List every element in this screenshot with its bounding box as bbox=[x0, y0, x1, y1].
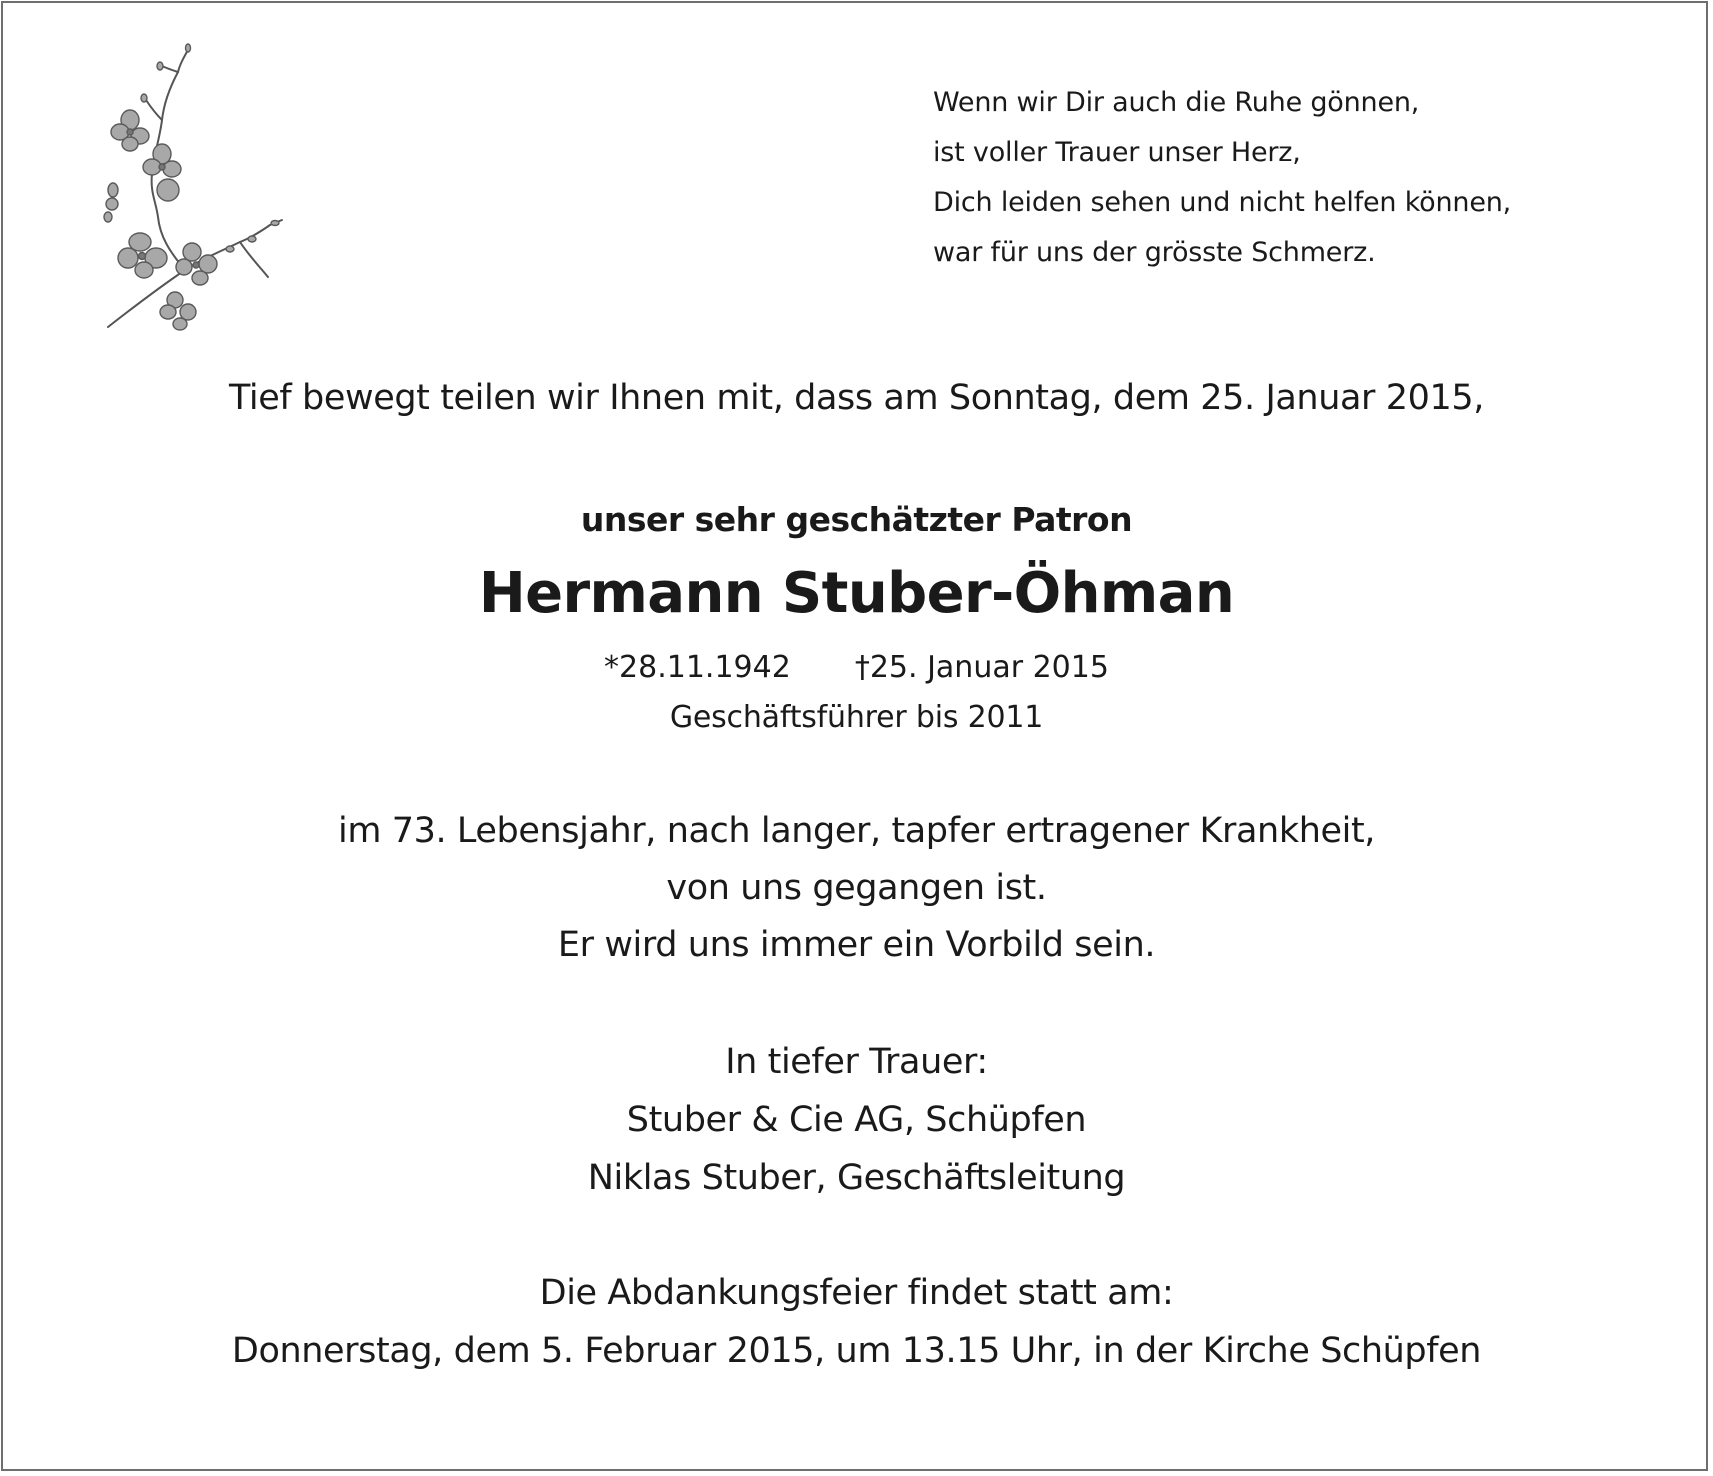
poem-line: Wenn wir Dir auch die Ruhe gönnen, bbox=[933, 87, 1420, 118]
role-text: Geschäftsführer bis 2011 bbox=[669, 700, 1044, 735]
intro-text: Tief bewegt teilen wir Ihnen mit, dass am Sonntag, dem 25. Januar 2015, bbox=[229, 378, 1484, 418]
mourners-section bbox=[0, 1033, 1713, 1207]
ceremony-section bbox=[0, 1264, 1713, 1380]
mourners-heading: In tiefer Trauer: bbox=[725, 1042, 988, 1082]
orchid-branch-icon bbox=[100, 42, 290, 332]
announcement-body bbox=[0, 803, 1713, 974]
mourner-line: Stuber & Cie AG, Schüpfen bbox=[626, 1100, 1087, 1140]
ceremony-heading: Die Abdankungsfeier findet statt am: bbox=[539, 1273, 1174, 1313]
poem-line: ist voller Trauer unser Herz, bbox=[933, 137, 1301, 168]
body-line: im 73. Lebensjahr, nach langer, tapfer ertragener Krankheit, bbox=[338, 811, 1375, 851]
death-date: †25. Januar 2015 bbox=[854, 650, 1109, 685]
mourner-line: Niklas Stuber, Geschäftsleitung bbox=[587, 1158, 1126, 1198]
body-line: von uns gegangen ist. bbox=[666, 868, 1047, 908]
poem-line: Dich leiden sehen und nicht helfen können, bbox=[933, 187, 1512, 218]
birth-date: *28.11.1942 bbox=[604, 650, 791, 685]
subtitle: unser sehr geschätzter Patron bbox=[580, 500, 1133, 539]
deceased-name: Hermann Stuber-Öhman bbox=[478, 561, 1235, 626]
ceremony-details: Donnerstag, dem 5. Februar 2015, um 13.15 Uhr, in der Kirche Schüpfen bbox=[231, 1331, 1482, 1371]
poem bbox=[933, 78, 1511, 278]
body-line: Er wird uns immer ein Vorbild sein. bbox=[557, 925, 1156, 965]
poem-line: war für uns der grösste Schmerz. bbox=[933, 237, 1376, 268]
life-dates bbox=[0, 650, 1713, 685]
